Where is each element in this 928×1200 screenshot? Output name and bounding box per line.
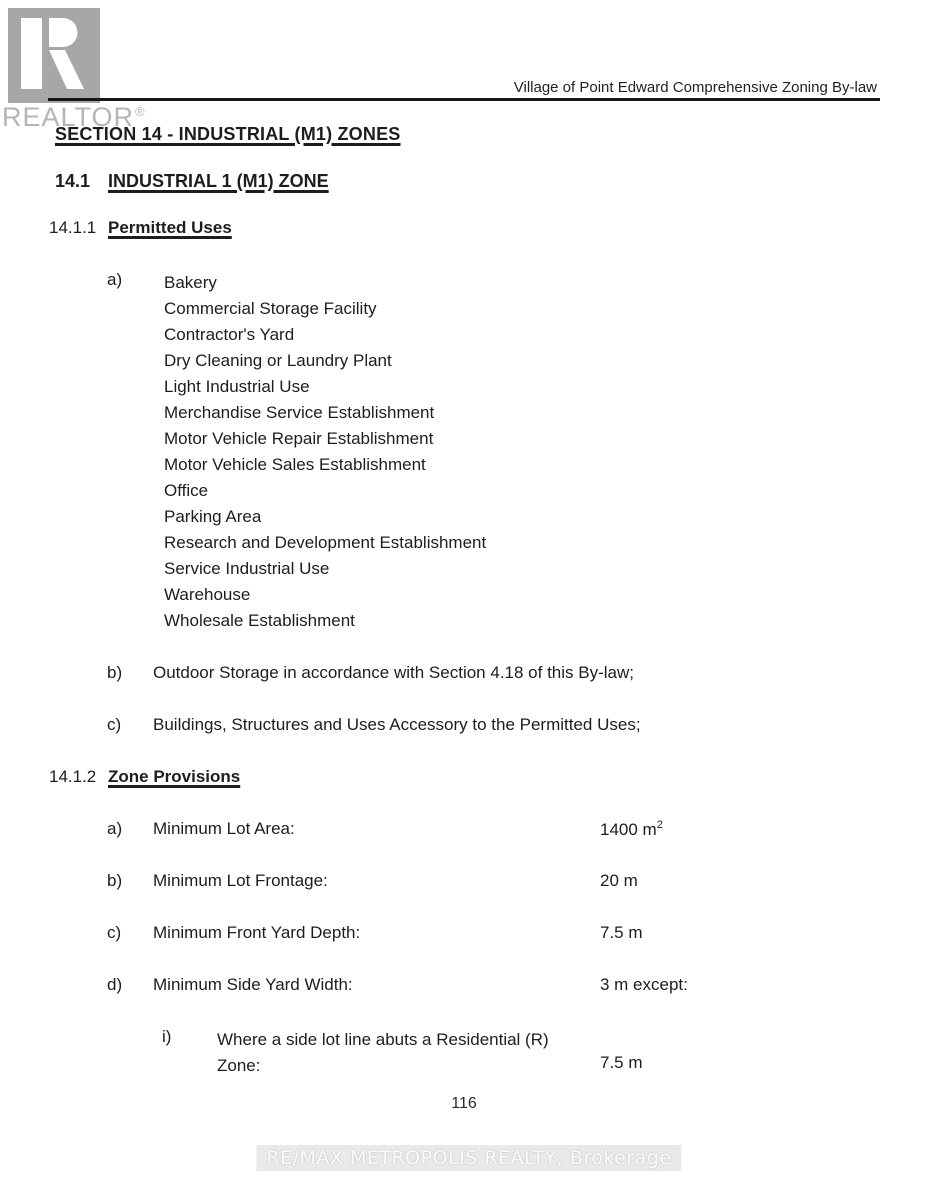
provision-label: Minimum Front Yard Depth: bbox=[153, 923, 361, 942]
section-heading: SECTION 14 - INDUSTRIAL (M1) ZONES bbox=[55, 124, 401, 144]
brokerage-watermark: RE/MAX METROPOLIS REALTY, Brokerage bbox=[256, 1145, 681, 1171]
list-item: Contractor's Yard bbox=[164, 325, 295, 344]
list-item: Motor Vehicle Repair Establishment bbox=[164, 429, 434, 448]
list-item: Warehouse bbox=[164, 585, 251, 604]
provision-letter: a) bbox=[107, 819, 123, 838]
provision-value-superscript: 2 bbox=[656, 819, 663, 831]
clause-14-1-2 bbox=[49, 767, 240, 787]
realtor-wordmark-text: REALTOR bbox=[2, 102, 135, 132]
clause-item-text: Outdoor Storage in accordance with Section 4.18 of this By-law; bbox=[153, 663, 634, 682]
realtor-logo bbox=[8, 8, 100, 108]
list-item: Light Industrial Use bbox=[164, 377, 310, 396]
page-number: 116 bbox=[451, 1095, 477, 1112]
provision-letter: b) bbox=[107, 871, 123, 890]
clause-title: Permitted Uses bbox=[108, 218, 232, 237]
list-item: Bakery bbox=[164, 273, 217, 292]
subsection-number: 14.1 bbox=[55, 171, 91, 191]
sub-provision-value: 7.5 m bbox=[600, 1053, 643, 1072]
clause-14-1-1 bbox=[49, 218, 232, 238]
list-letter-c: c) bbox=[107, 715, 122, 734]
provision-label: Minimum Lot Area: bbox=[153, 819, 295, 838]
provision-letter: d) bbox=[107, 975, 123, 994]
permitted-uses-list bbox=[164, 270, 486, 634]
subsection-title: INDUSTRIAL 1 (M1) ZONE bbox=[108, 171, 329, 191]
document-header-title: Village of Point Edward Comprehensive Zoning By-law bbox=[513, 79, 877, 96]
list-item: Dry Cleaning or Laundry Plant bbox=[164, 351, 392, 370]
sub-provision-letter: i) bbox=[162, 1027, 172, 1046]
registered-trademark-symbol: ® bbox=[135, 104, 146, 119]
list-item: Service Industrial Use bbox=[164, 559, 330, 578]
clause-number: 14.1.1 bbox=[49, 218, 97, 237]
provision-value bbox=[600, 819, 663, 840]
sub-provision-line1: Where a side lot line abuts a Residential (R) bbox=[217, 1030, 549, 1049]
list-item: Wholesale Establishment bbox=[164, 611, 355, 630]
provision-letter: c) bbox=[107, 923, 122, 942]
header-rule bbox=[48, 98, 880, 101]
sub-provision-line2: Zone: bbox=[217, 1056, 261, 1075]
list-item: Office bbox=[164, 481, 209, 500]
list-letter-b: b) bbox=[107, 663, 123, 682]
realtor-r-icon bbox=[8, 8, 100, 103]
list-item: Merchandise Service Establishment bbox=[164, 403, 435, 422]
list-letter-a: a) bbox=[107, 270, 123, 289]
list-item: Motor Vehicle Sales Establishment bbox=[164, 455, 426, 474]
list-item: Commercial Storage Facility bbox=[164, 299, 377, 318]
list-item: Research and Development Establishment bbox=[164, 533, 487, 552]
provision-label: Minimum Lot Frontage: bbox=[153, 871, 328, 890]
clause-item-text: Buildings, Structures and Uses Accessory to the Permitted Uses; bbox=[153, 715, 641, 734]
provision-value: 20 m bbox=[600, 871, 638, 890]
clause-number: 14.1.2 bbox=[49, 767, 97, 786]
list-item: Parking Area bbox=[164, 507, 262, 526]
subsection-14-1 bbox=[55, 171, 329, 192]
provision-value: 3 m except: bbox=[600, 975, 688, 994]
provision-value: 7.5 m bbox=[600, 923, 643, 942]
sub-provision-text bbox=[217, 1027, 549, 1079]
clause-title: Zone Provisions bbox=[108, 767, 241, 786]
provision-value-text: 1400 m bbox=[600, 820, 657, 839]
provision-label: Minimum Side Yard Width: bbox=[153, 975, 353, 994]
